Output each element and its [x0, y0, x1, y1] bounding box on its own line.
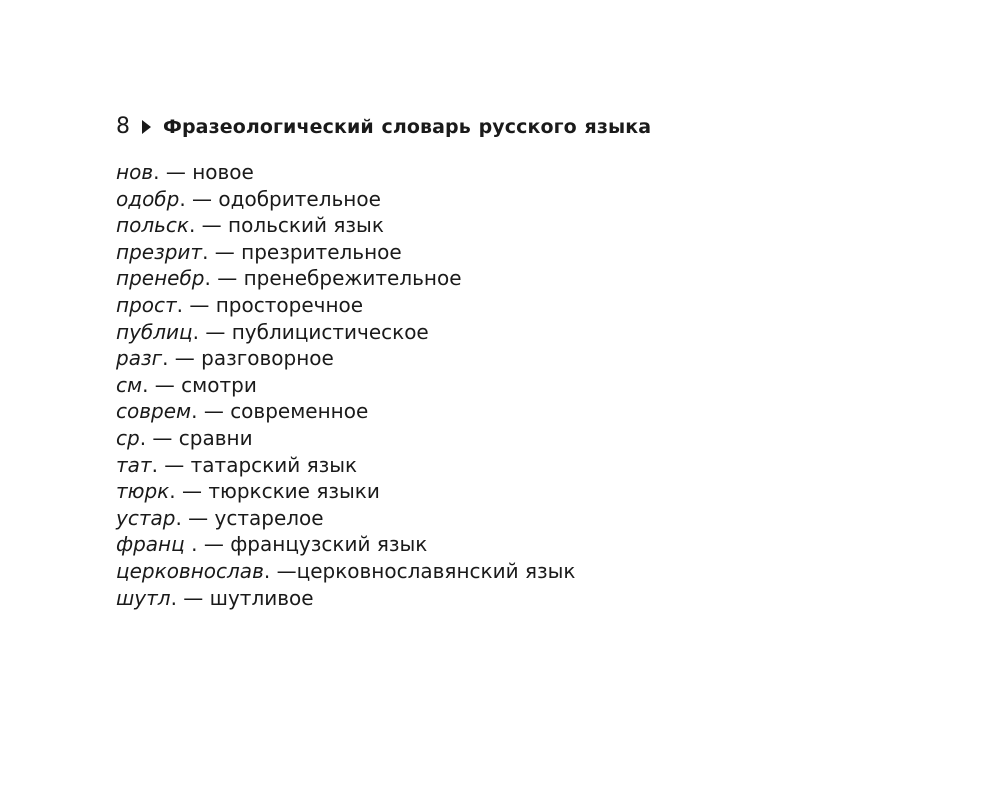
abbreviation-entry — [116, 372, 876, 399]
document-page — [116, 112, 876, 611]
abbreviation: шутл — [116, 585, 171, 610]
abbreviation: нов — [116, 160, 154, 184]
abbreviation-entry — [116, 398, 876, 425]
meaning: устарелое — [214, 505, 324, 530]
separator: . — — [153, 160, 193, 184]
abbreviation: пренебр — [116, 266, 205, 291]
abbreviation-entry — [116, 585, 876, 612]
abbreviation-entry — [116, 239, 876, 266]
separator: . — — [263, 558, 297, 583]
abbreviation-entry — [116, 478, 876, 505]
abbreviation-entry — [116, 558, 876, 585]
abbreviation: ср — [116, 425, 140, 450]
meaning: французский язык — [230, 532, 428, 557]
triangle-arrow-icon — [142, 120, 151, 134]
abbreviation-entry — [116, 265, 876, 292]
abbreviation: церковнослав — [116, 558, 264, 583]
separator: . — — [191, 399, 231, 424]
abbreviation-entry — [116, 452, 876, 479]
abbreviation: разг — [116, 346, 163, 371]
abbreviation-entry — [116, 212, 876, 239]
abbreviation-entry — [116, 531, 876, 558]
separator: . — — [170, 585, 210, 610]
meaning: просторечное — [215, 292, 364, 317]
abbreviation: соврем — [116, 399, 192, 424]
abbreviation: одобр — [116, 186, 180, 211]
abbreviation-entry — [116, 186, 876, 213]
meaning: презрительное — [241, 239, 402, 264]
separator: . — — [142, 372, 182, 397]
separator: . — — [188, 213, 229, 238]
meaning: татарский язык — [190, 452, 358, 477]
meaning: новое — [192, 160, 254, 184]
separator: . — — [169, 479, 209, 504]
abbreviation-entry — [116, 159, 876, 186]
separator: . — — [162, 346, 202, 371]
abbreviation: прост — [116, 292, 177, 317]
meaning: польский язык — [228, 213, 384, 238]
abbreviation-entry — [116, 505, 876, 532]
separator: . — — [139, 425, 179, 450]
separator: . — — [151, 452, 191, 477]
abbreviation-entry — [116, 425, 876, 452]
abbreviation-list — [116, 159, 876, 611]
abbreviation: франц — [116, 532, 185, 557]
meaning: шутливое — [209, 585, 314, 610]
meaning: смотри — [181, 372, 257, 397]
meaning: тюркские языки — [208, 479, 380, 504]
separator: . — — [184, 532, 231, 557]
abbreviation: тат — [116, 452, 152, 477]
separator: . — — [175, 505, 215, 530]
running-head — [116, 112, 876, 142]
separator: . — — [179, 186, 219, 211]
meaning: пренебрежительное — [243, 266, 462, 291]
meaning: публицистическое — [231, 319, 429, 344]
meaning: церковнославянский язык — [296, 558, 576, 583]
separator: . — — [192, 319, 232, 344]
meaning: сравни — [178, 425, 253, 450]
abbreviation: см — [116, 372, 143, 397]
abbreviation: публиц — [116, 319, 193, 344]
meaning: современное — [230, 399, 369, 424]
abbreviation-entry — [116, 292, 876, 319]
abbreviation: презрит — [116, 239, 203, 264]
separator: . — — [202, 239, 242, 264]
separator: . — — [204, 266, 244, 291]
abbreviation: польск — [116, 213, 189, 238]
abbreviation-entry — [116, 319, 876, 346]
abbreviation: устар — [116, 505, 176, 530]
separator: . — — [176, 292, 216, 317]
abbreviation-entry — [116, 345, 876, 372]
meaning: разговорное — [201, 346, 334, 371]
abbreviation: тюрк — [116, 479, 170, 504]
page-number: 8 — [116, 114, 130, 139]
meaning: одобрительное — [218, 186, 381, 211]
running-title: Фразеологический словарь русского языка — [163, 116, 652, 138]
